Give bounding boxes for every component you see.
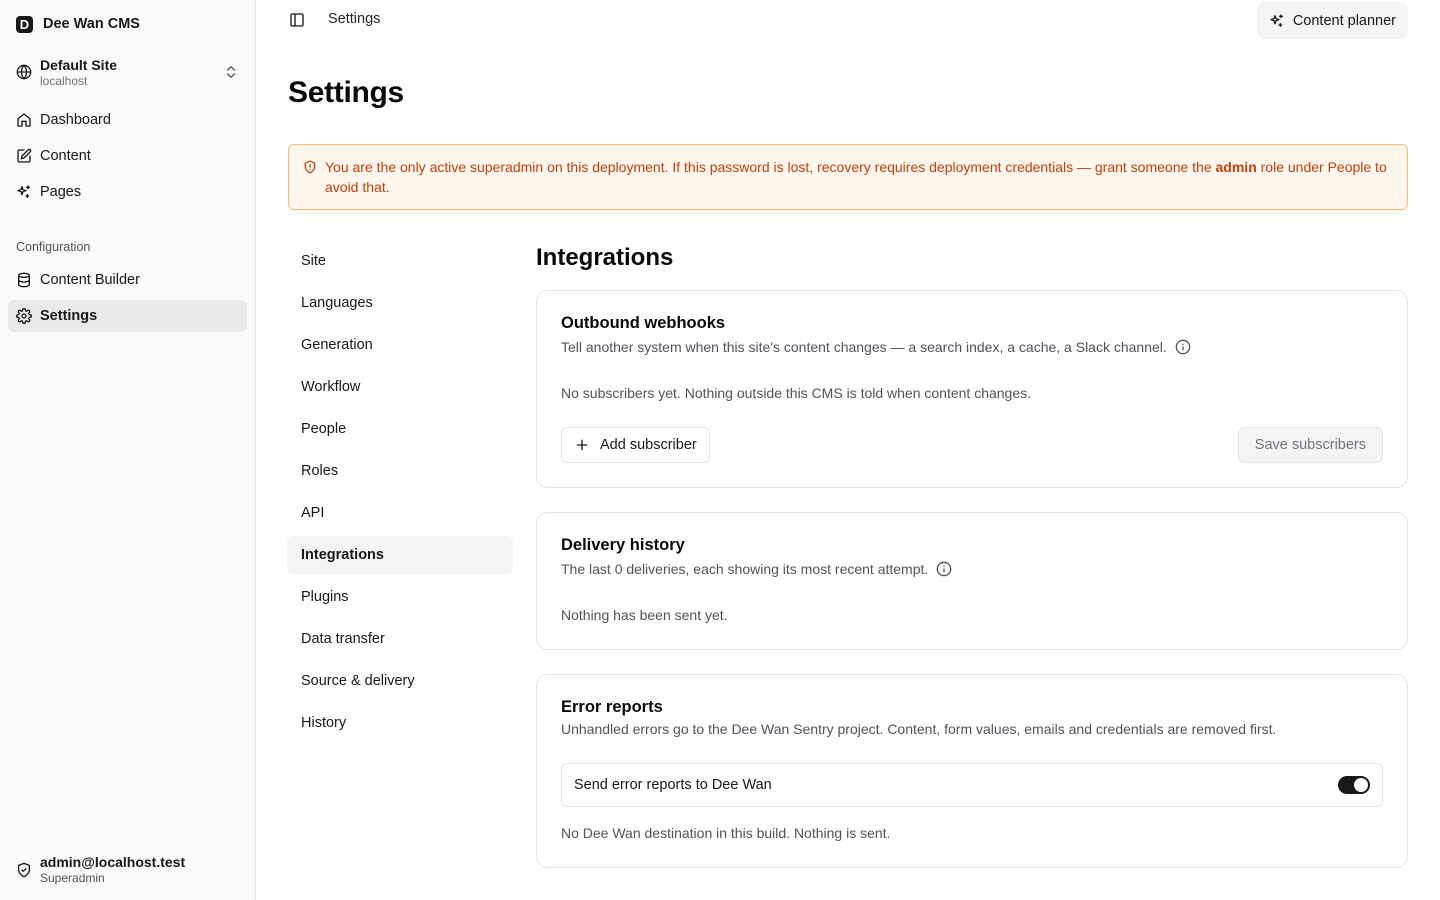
subnav-source-delivery[interactable]: Source & delivery [301,673,415,689]
database-icon [16,272,32,288]
subnav-roles[interactable]: Roles [301,463,339,479]
subnav-data-transfer[interactable]: Data transfer [301,631,385,647]
user-menu[interactable] [8,850,247,890]
subnav-plugins[interactable]: Plugins [301,589,349,605]
save-subscribers-button[interactable]: Save subscribers [1238,427,1383,463]
nav-item-label: Settings [40,308,98,324]
home-icon [16,112,32,128]
webhooks-title: Outbound webhooks [561,314,726,332]
nav-item-settings[interactable] [8,300,247,332]
alert-bold: admin [1215,159,1257,175]
webhooks-card [536,290,1408,488]
site-host: localhost [40,73,88,88]
topbar [256,0,1440,40]
breadcrumb: Settings [328,11,381,27]
brand[interactable] [16,14,140,34]
delivery-title: Delivery history [561,536,685,554]
subnav-integrations[interactable]: Integrations [287,536,513,574]
error-reports-toggle-label: Send error reports to Dee Wan [574,777,772,793]
webhooks-description-row [561,339,1191,355]
brand-name: Dee Wan CMS [43,16,140,32]
plus-icon [574,437,590,453]
sparkles-icon [1269,13,1285,29]
nav-item-label: Content Builder [40,272,140,288]
page-title: Settings [288,76,404,109]
sidebar [0,0,256,900]
nav-item-pages[interactable] [8,176,247,208]
info-icon[interactable] [936,561,952,577]
webhooks-description: Tell another system when this site's content changes — a search index, a cache, a Slack channel. [561,339,1167,355]
site-switcher[interactable] [8,52,247,92]
delivery-description-row [561,561,952,577]
subnav-site[interactable]: Site [301,253,326,269]
nav-item-label: Pages [40,184,82,200]
error-reports-footnote: No Dee Wan destination in this build. Nothing is sent. [561,825,891,841]
nav-item-content[interactable] [8,140,247,172]
error-reports-card [536,674,1408,868]
subnav-languages[interactable]: Languages [301,295,373,311]
superadmin-warning [288,144,1408,210]
subnav-api[interactable]: API [301,505,325,521]
globe-icon [16,64,32,80]
error-reports-title: Error reports [561,698,663,716]
nav-item-label: Content [40,148,91,164]
nav-item-dashboard[interactable] [8,104,247,136]
subnav-people[interactable]: People [301,421,347,437]
error-reports-switch[interactable] [1338,776,1370,794]
nav-item-label: Dashboard [40,112,111,128]
nav-item-content-builder[interactable] [8,264,247,296]
switch-knob [1354,778,1368,792]
brand-logo: D [16,16,33,33]
content-planner-label: Content planner [1292,12,1396,29]
alert-text-before: You are the only active superadmin on this deployment. If this password is lost, recovery requires deployment credentials — grant someone the [325,159,1216,175]
webhooks-empty: No subscribers yet. Nothing outside this CMS is told when content changes. [561,385,1032,401]
add-subscriber-button[interactable] [561,427,710,463]
subnav-generation[interactable]: Generation [301,337,373,353]
shield-check-icon [16,862,32,878]
delivery-empty: Nothing has been sent yet. [561,607,728,623]
shield-alert-icon [303,160,317,174]
alert-text-after: role under People to avoid that. [325,159,1387,195]
sidebar-toggle-icon[interactable] [289,12,305,28]
error-reports-description: Unhandled errors go to the Dee Wan Sentry project. Content, form values, emails and credentials are removed first. [561,721,1277,737]
delivery-card [536,512,1408,650]
info-icon[interactable] [1175,339,1191,355]
sparkles-icon [16,184,32,200]
error-reports-toggle-row[interactable] [561,763,1383,807]
user-role: Superadmin [40,871,105,885]
add-subscriber-label: Add subscriber [600,437,697,453]
user-email: admin@localhost.test [40,854,186,870]
section-title: Integrations [536,244,674,271]
site-name: Default Site [40,56,118,73]
gear-icon [16,308,32,324]
nav-group-label: Configuration [16,240,91,254]
delivery-description: The last 0 deliveries, each showing its most recent attempt. [561,561,929,577]
subnav-history[interactable]: History [301,715,347,731]
chevrons-up-down-icon [223,64,239,80]
subnav-workflow[interactable]: Workflow [301,379,361,395]
edit-icon [16,148,32,164]
content-planner-button[interactable] [1257,2,1408,39]
